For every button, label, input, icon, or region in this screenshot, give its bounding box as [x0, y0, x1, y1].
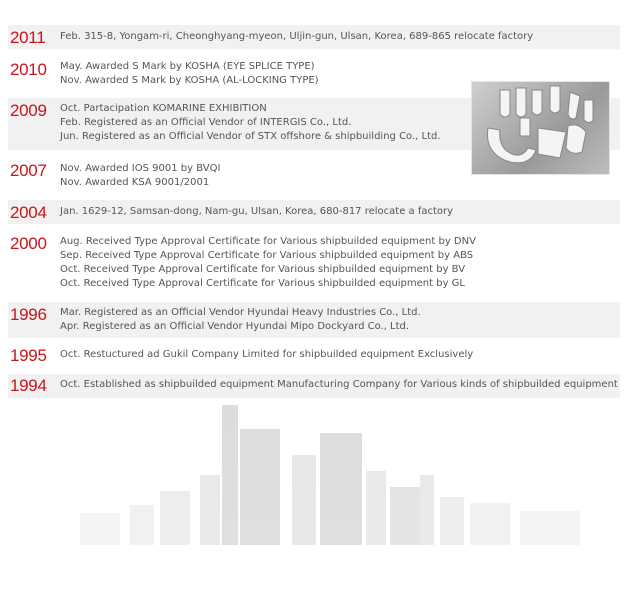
- city-skyline-background: [0, 395, 630, 600]
- history-row-2000: [8, 231, 620, 293]
- history-events: [60, 162, 220, 190]
- history-year: 1996: [10, 305, 47, 324]
- history-event: Mar. Registered as an Official Vendor Hyundai Heavy Industries Co., Ltd.: [60, 307, 421, 318]
- product-photo: [471, 81, 610, 175]
- shackle-fittings-illustration: [472, 82, 609, 174]
- history-event: Apr. Registered as an Official Vendor Hyundai Mipo Dockyard Co., Ltd.: [60, 321, 410, 332]
- history-event: Oct. Partacipation KOMARINE EXHIBITION: [60, 103, 267, 114]
- history-event: Nov. Awarded IOS 9001 by BVQI: [60, 163, 221, 174]
- history-year: 1995: [10, 346, 47, 365]
- history-event: Aug. Received Type Approval Certificate for Various shipbuilded equipment by DNV: [60, 236, 476, 247]
- history-row-2004: [8, 200, 620, 224]
- history-event: Nov. Awarded KSA 9001/2001: [60, 177, 210, 188]
- history-events: [60, 60, 319, 88]
- history-year: 2011: [10, 28, 46, 47]
- history-events: [60, 348, 473, 362]
- history-event: Jan. 1629-12, Samsan-dong, Nam-gu, Ulsan, Korea, 680-817 relocate a factory: [60, 206, 454, 217]
- history-event: May. Awarded S Mark by KOSHA (EYE SPLICE TYPE): [60, 61, 315, 72]
- history-event: Feb. Registered as an Official Vendor of INTERGIS Co., Ltd.: [60, 117, 352, 128]
- history-event: Nov. Awarded S Mark by KOSHA (AL-LOCKING TYPE): [60, 75, 319, 86]
- history-event: Feb. 315-8, Yongam-ri, Cheonghyang-myeon, Uljin-gun, Ulsan, Korea, 689-865 relocate factory: [60, 31, 534, 42]
- history-event: Oct. Received Type Approval Certificate for Various shipbuilded equipment by GL: [60, 278, 465, 289]
- history-row-1996: [8, 302, 620, 338]
- history-row-2011: [8, 25, 620, 49]
- history-year: 2010: [10, 60, 47, 79]
- history-events: [60, 102, 441, 144]
- history-year: 1994: [10, 376, 47, 395]
- history-event: Oct. Restuctured ad Gukil Company Limited for shipbuilded equipment Exclusively: [60, 349, 474, 360]
- history-event: Jun. Registered as an Official Vendor of STX offshore & shipbuilding Co., Ltd.: [60, 131, 441, 142]
- history-event: Oct. Established as shipbuilded equipment Manufacturing Company for Various kinds of shipbuilded equipment: [60, 379, 618, 390]
- history-events: [60, 30, 533, 44]
- history-event: Oct. Received Type Approval Certificate for Various shipbuilded equipment by BV: [60, 264, 466, 275]
- history-events: [60, 235, 476, 291]
- history-events: [60, 306, 421, 334]
- history-events: [60, 205, 453, 219]
- history-row-1995: [8, 344, 620, 368]
- history-event: Sep. Received Type Approval Certificate for Various shipbuilded equipment by ABS: [60, 250, 474, 261]
- history-year: 2007: [10, 161, 47, 180]
- history-year: 2000: [10, 234, 47, 253]
- history-year: 2009: [10, 101, 47, 120]
- history-year: 2004: [10, 203, 47, 222]
- history-events: [60, 378, 618, 392]
